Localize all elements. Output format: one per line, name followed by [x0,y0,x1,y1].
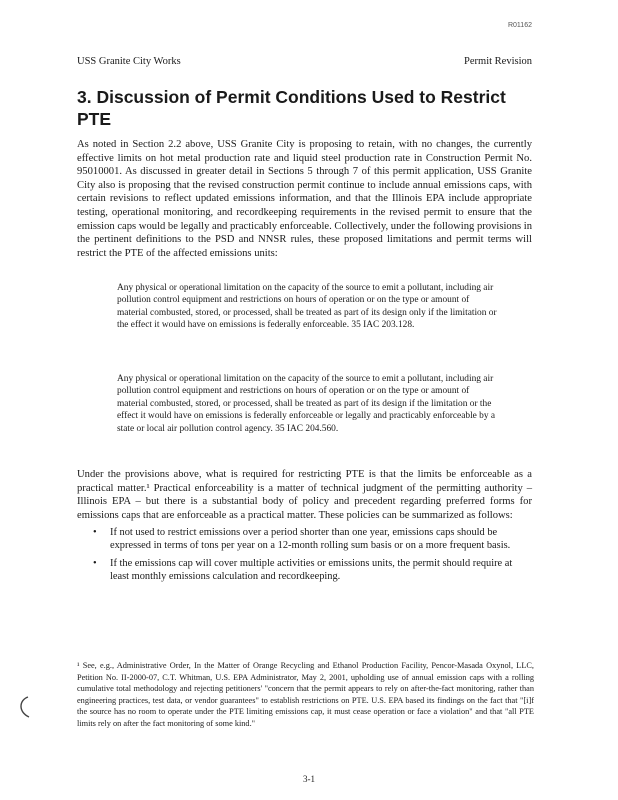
header-left: USS Granite City Works [77,56,181,67]
intro-paragraph: As noted in Section 2.2 above, USS Granite City is proposing to retain, with no changes, the currently effective limits on hot metal production rate and liquid steel production rate in Construction Permit No. 95010001. As discussed in greater detail in Sections 5 through 7 of this permit application, USS Granite City also is proposing that the revised construction permit continue to include annual emissions caps, with certain revisions to reflect updated emissions information, and that the Illinois EPA include appropriate testing, operational monitoring, and recordkeeping requirements in the revised permit to ensure that the emission caps would be legally and practicably enforceable. Collectively, under the following provisions in the pertinent definitions to the PSD and NNSR rules, these proposed limitations and permit terms will restrict the PTE of the affected emissions units: [77,139,533,259]
bullet-text: If not used to restrict emissions over a period shorter than one year, emissions caps should be expressed in terms of tons per year on a 12-month rolling sum basis or on a more frequent basis. [110,527,511,552]
binder-hole-mark-icon [16,696,30,718]
footnote: ¹ See, e.g., Administrative Order, In the Matter of Orange Recycling and Ethanol Production Facility, Pencor-Masada Oxynol, LLC, Petition No. II-2000-07, C.T. Whitman, U.S. EPA Administrator, May 2, 2001, upholding use of annual emission caps with a rolling cumulative total methodology and rejecting petitioners' "concern that the permit appears to rely on after-the-fact monitoring, rather than engineering practices, test data, or vendor guarantees" to establish restrictions on PTE. U.S. EPA based its findings on the fact that "[i]f the source has no room to operate under the PTE limiting emissions cap, it must cease operation or face a violation" and that "all PTE limits rely on after the fact monitoring of some kind." [77,661,534,728]
regulation-quote-203: Any physical or operational limitation on the capacity of the source to emit a pollutant, including air pollution control equipment and restrictions on hours of operation or on the type or amount of material combusted, stored, or processed, shall be treated as part of its design only if the limitation or the effect it would have on emissions is federally enforceable. 35 IAC 203.128. [117,283,497,331]
enforceability-paragraph: Under the provisions above, what is required for restricting PTE is that the limits be enforceable as a practical matter.¹ Practical enforceability is a matter of technical judgment of the permitting authority – Illinois EPA – but there is a substantial body of policy and precedent regarding preferred forms for emissions caps that are enforceable as a practical matter. These policies can be summarized as follows: [77,469,532,521]
bullet-icon: • [93,527,97,538]
header-right: Permit Revision [464,56,532,67]
bullet-icon: • [93,557,97,569]
list-item [90,526,530,553]
page-number: 3-1 [303,774,315,784]
policy-bullet-list [90,526,530,588]
regulation-quote-204: Any physical or operational limitation on the capacity of the source to emit a pollutant, including air pollution control equipment and restrictions on hours of operation or on the type or amount of material combusted, stored, or processed, shall be treated as part of its design if the limitation or the effect it would have on emissions is federally enforceable or legally and practicably enforceable by a state or local air pollution control agency. 35 IAC 204.560. [117,374,496,434]
document-id-stamp: R01162 [507,22,532,29]
list-item [90,557,530,584]
running-header [77,56,532,67]
section-title: 3. Discussion of Permit Conditions Used to Restrict PTE [77,87,506,129]
bullet-text: If the emissions cap will cover multiple activities or emissions units, the permit should require at least monthly emissions calculation and recordkeeping. [110,557,513,583]
